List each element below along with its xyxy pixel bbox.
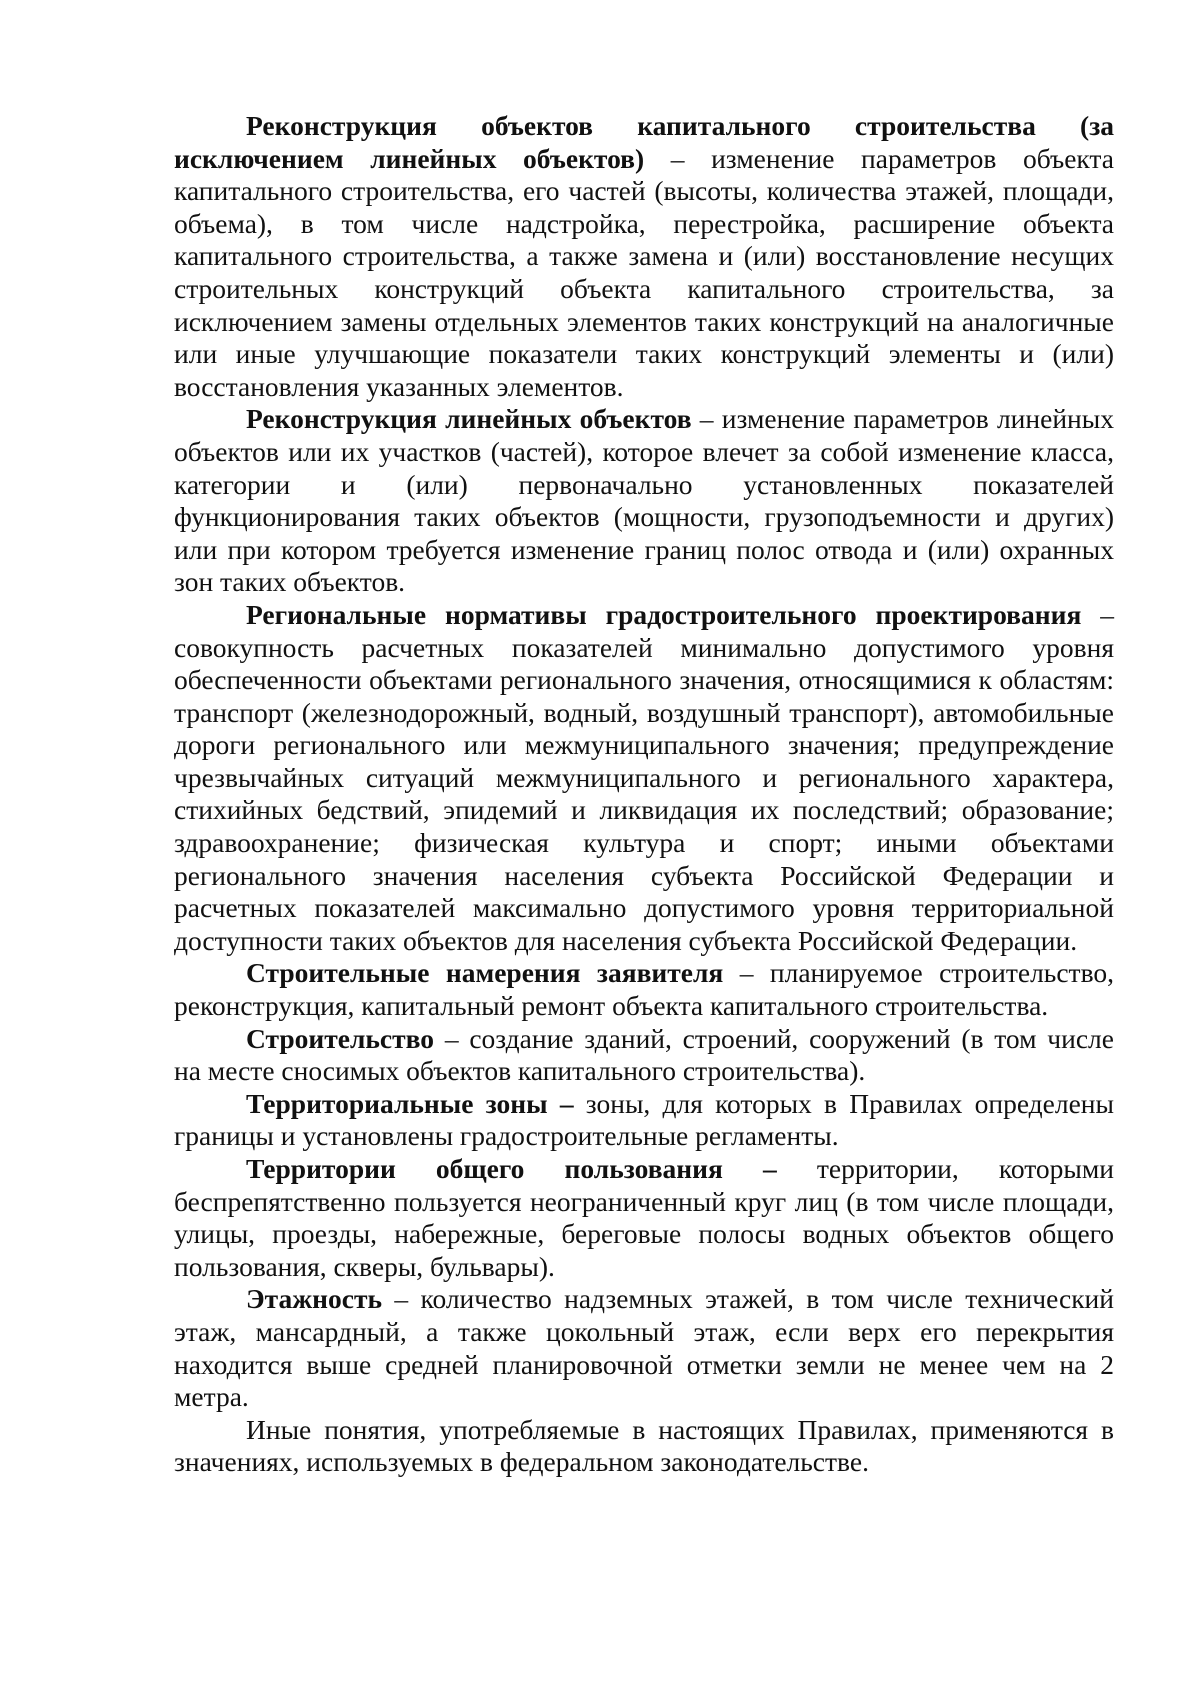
definition-term: Строительство: [246, 1022, 435, 1054]
document-body: [174, 110, 1114, 1479]
closing-text: Иные понятия, употребляемые в настоящих Правилах, применяются в значениях, используемых в федеральном законодательстве.: [174, 1413, 1114, 1478]
definition-term: Этажность: [246, 1283, 383, 1315]
closing-paragraph: [174, 1414, 1114, 1479]
definition-text: территории, которыми беспрепятственно пользуется неограниченный круг лиц (в том числе площади, улицы, проезды, набережные, береговые полосы водных объектов общего пользования, скверы, бульвары).: [174, 1153, 1114, 1282]
definition-text: – создание зданий, строений, сооружений (в том числе на месте сносимых объектов капитального строительства).: [174, 1022, 1114, 1087]
definition-text: – совокупность расчетных показателей минимально допустимого уровня обеспеченности объектами регионального значения, относящимися к областям: транспорт (железнодорожный, водный, воздушный транспорт), автомобильные дороги регионального или межмуниципального значения; предупреждение чрезвычайных ситуаций межмуниципального и регионального характера, стихийных бедствий, эпидемий и ликвидация их последствий; образование; здравоохранение; физическая культура и спорт; иными объектами регионального значения населения субъекта Российской Федерации и расчетных показателей максимально допустимого уровня территориальной доступности таких объектов для населения субъекта Российской Федерации.: [174, 598, 1114, 956]
definition-paragraph: [174, 110, 1114, 403]
definition-text: зоны, для которых в Правилах определены границы и установлены градостроительные регламенты.: [174, 1087, 1114, 1152]
definition-term: Реконструкция линейных объектов: [246, 403, 692, 435]
definition-paragraph: [174, 1283, 1114, 1413]
definition-text: – количество надземных этажей, в том числе технический этаж, мансардный, а также цокольный этаж, если верх его перекрытия находится выше средней планировочной отметки земли не менее чем на 2 метра.: [174, 1283, 1114, 1413]
definition-paragraph: [174, 1023, 1114, 1088]
definition-term: Региональные нормативы градостроительного проектирования: [246, 598, 1082, 630]
definition-term: Строительные намерения заявителя: [246, 957, 724, 989]
definition-text: – изменение параметров линейных объектов или их участков (частей), которое влечет за собой изменение класса, категории и (или) первоначально установленных показателей функционирования таких объектов (мощности, грузоподъемности и других) или при котором требуется изменение границ полос отвода и (или) охранных зон таких объектов.: [174, 403, 1114, 598]
definition-paragraph: [174, 1153, 1114, 1283]
definition-term: Территории общего пользования –: [246, 1153, 777, 1184]
definition-text: – изменение параметров объекта капитального строительства, его частей (высоты, количества этажей, площади, объема), в том числе надстройка, перестройка, расширение объекта капитального строительства, а также замена и (или) восстановление несущих строительных конструкций объекта капитального строительства, за исключением замены отдельных элементов таких конструкций на аналогичные или иные улучшающие показатели таких конструкций элементы и (или) восстановления указанных элементов.: [174, 142, 1114, 402]
definition-paragraph: [174, 1088, 1114, 1153]
definition-text: – планируемое строительство, реконструкция, капитальный ремонт объекта капитального строительства.: [174, 957, 1114, 1022]
definition-term: Реконструкция объектов капитального строительства (за исключением линейных объектов): [174, 110, 1114, 174]
definition-paragraph: [174, 403, 1114, 599]
definition-paragraph: [174, 957, 1114, 1022]
definition-paragraph: [174, 599, 1114, 958]
definition-term: Территориальные зоны –: [246, 1087, 574, 1119]
